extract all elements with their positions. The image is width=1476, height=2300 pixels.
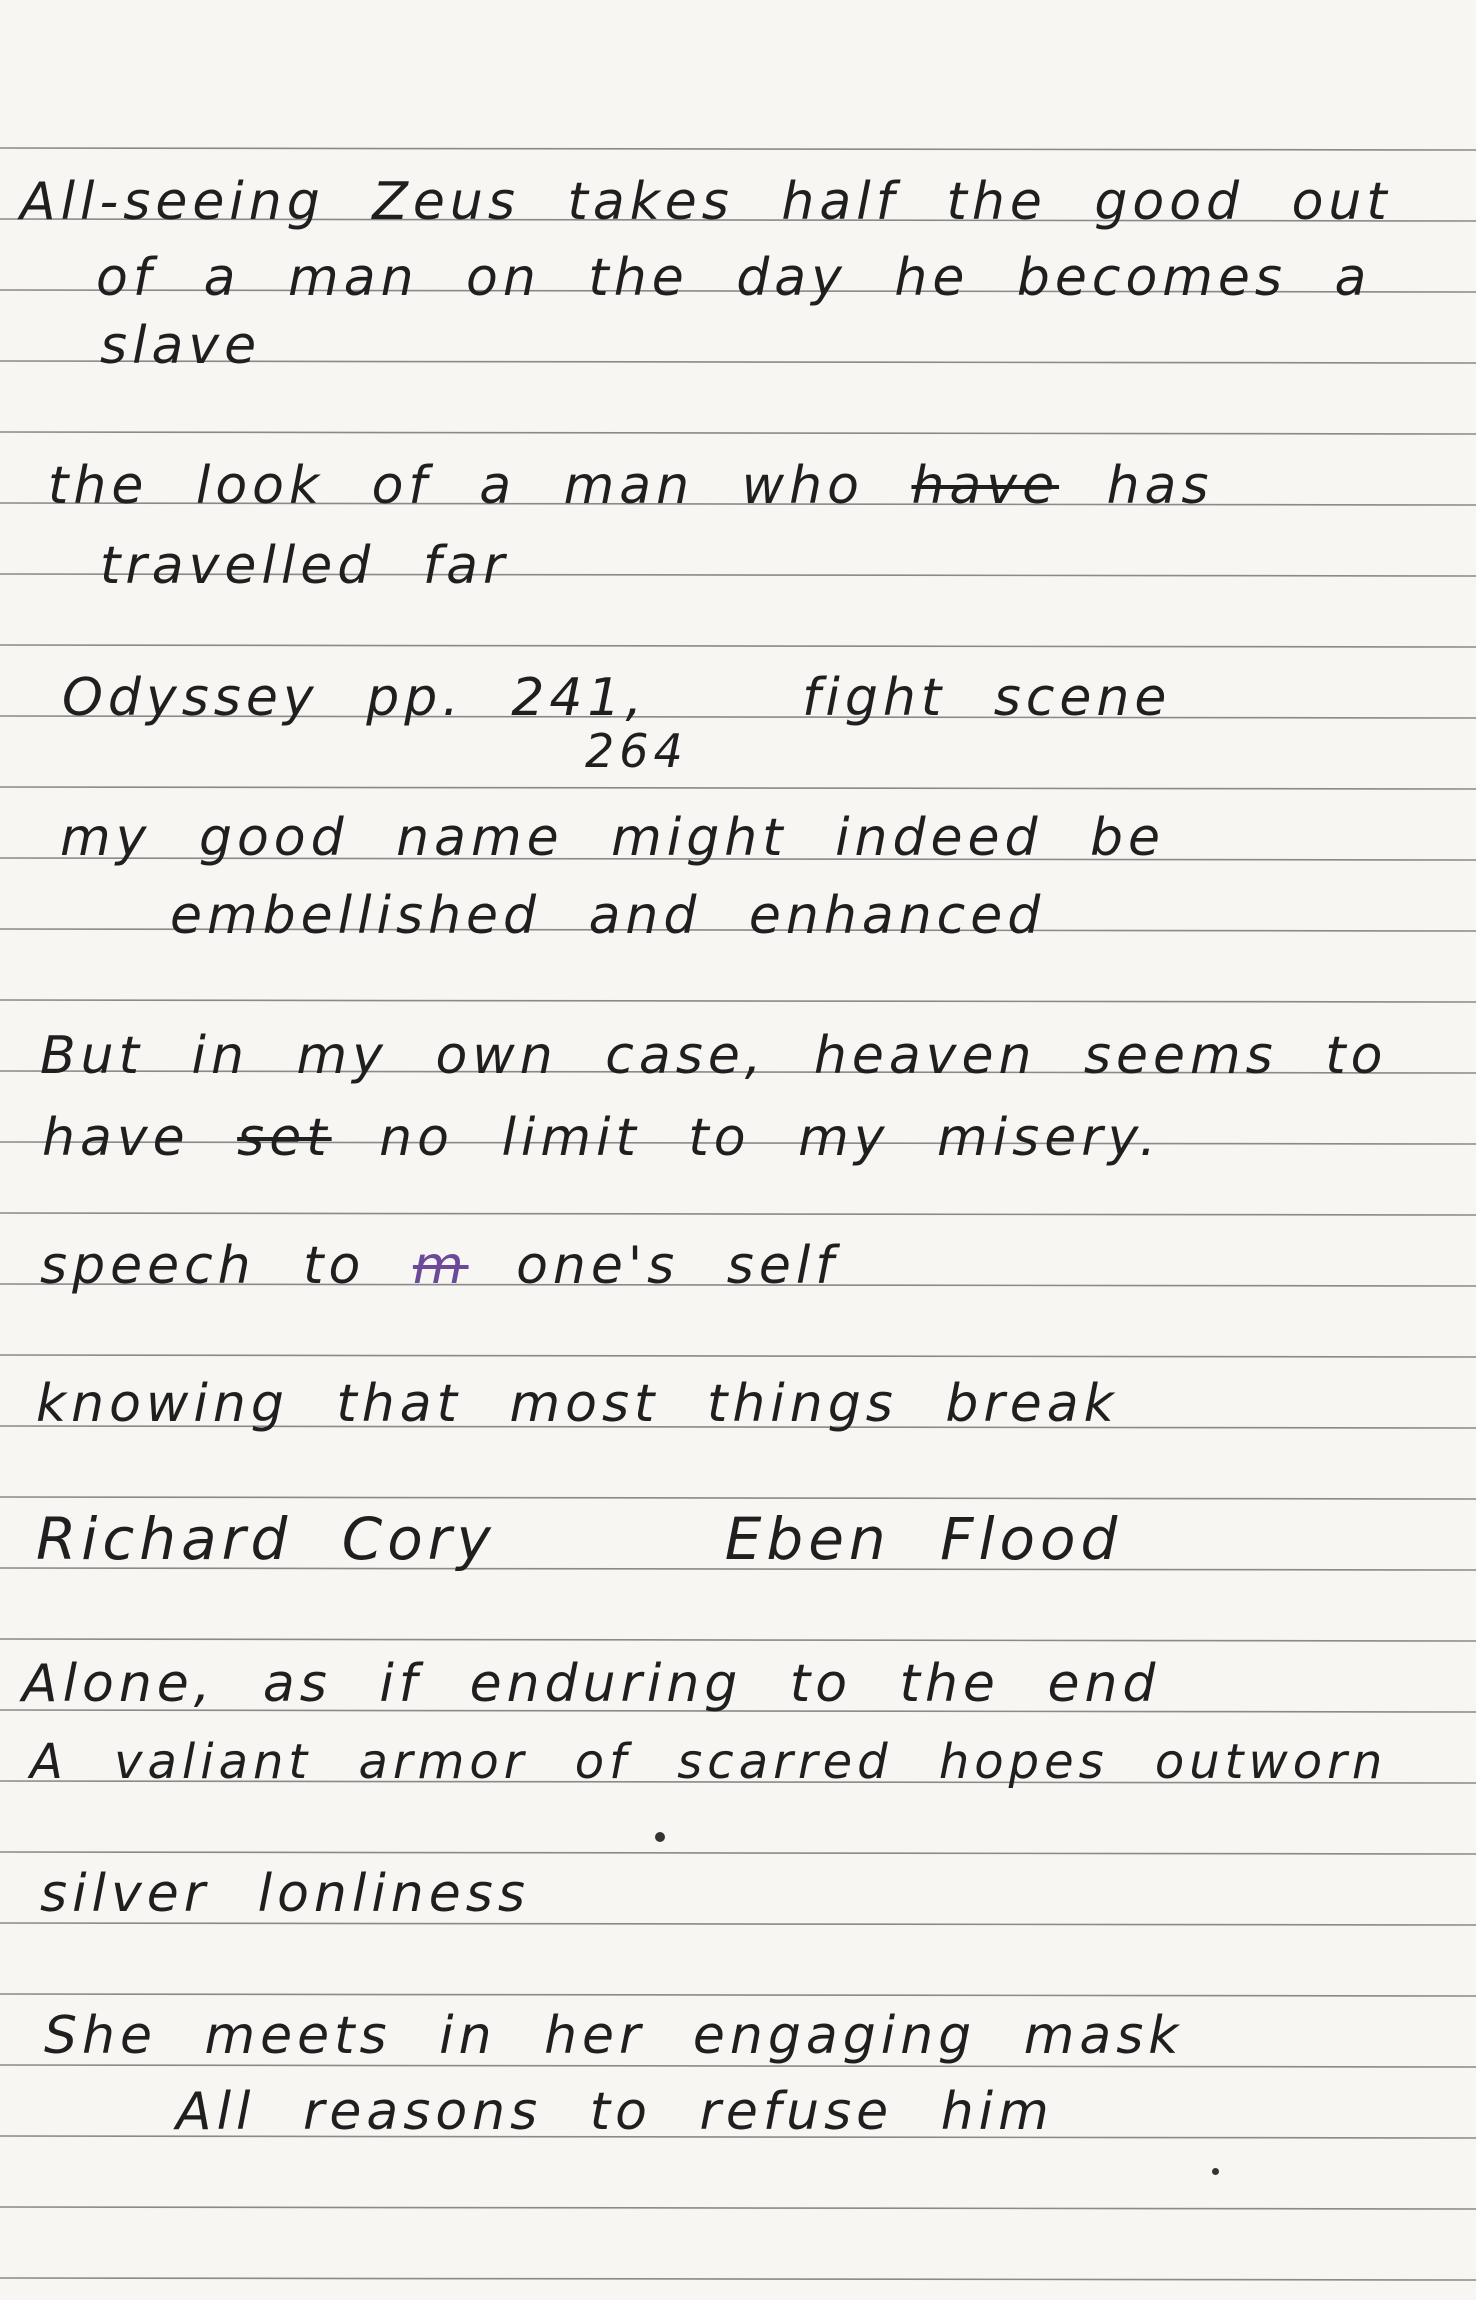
note-text: She meets in her engaging mask bbox=[44, 2006, 1184, 2066]
note-text: fight scene bbox=[802, 668, 1172, 728]
note-text: Richard Cory bbox=[36, 1505, 496, 1573]
note-line bbox=[170, 886, 1046, 946]
note-text: one's self bbox=[516, 1236, 839, 1296]
note-line bbox=[36, 1505, 1123, 1573]
ruled-line bbox=[0, 787, 1476, 789]
note-line bbox=[42, 1108, 1161, 1168]
note-line bbox=[40, 1864, 530, 1924]
ink-dot bbox=[655, 1832, 665, 1842]
note-line bbox=[22, 1654, 1161, 1714]
note-line bbox=[40, 1236, 839, 1296]
note-line bbox=[36, 1374, 1119, 1434]
crossed-out-word: m bbox=[412, 1236, 469, 1296]
note-line bbox=[585, 724, 688, 778]
note-line bbox=[48, 456, 1214, 516]
note-text: no limit to my misery. bbox=[379, 1108, 1161, 1168]
ruled-line bbox=[0, 2207, 1476, 2209]
note-line bbox=[100, 316, 262, 376]
note-line bbox=[20, 172, 1392, 232]
note-text: Alone, as if enduring to the end bbox=[22, 1654, 1161, 1714]
ruled-line bbox=[0, 1213, 1476, 1215]
ruled-line bbox=[0, 645, 1476, 647]
note-text: All reasons to refuse him bbox=[176, 2082, 1054, 2142]
note-text: travelled far bbox=[100, 536, 510, 596]
note-text: the look of a man who bbox=[48, 456, 864, 516]
note-text: embellished and enhanced bbox=[170, 886, 1046, 946]
note-text: have bbox=[42, 1108, 190, 1168]
note-line bbox=[60, 808, 1166, 868]
crossed-out-word: have bbox=[911, 456, 1060, 516]
note-line bbox=[176, 2082, 1054, 2142]
note-text: Odyssey pp. 241, bbox=[62, 668, 648, 728]
ruled-line bbox=[0, 148, 1476, 150]
note-line bbox=[40, 1026, 1388, 1086]
note-text: All-seeing Zeus takes half the good out bbox=[20, 172, 1392, 232]
note-text: silver lonliness bbox=[40, 1864, 530, 1924]
note-text: Eben Flood bbox=[724, 1505, 1123, 1573]
ruled-line bbox=[0, 1355, 1476, 1357]
ink-dot bbox=[1212, 2168, 1219, 2175]
ruled-line bbox=[0, 1852, 1476, 1854]
note-text: my good name might indeed be bbox=[60, 808, 1166, 868]
ruled-line bbox=[0, 1639, 1476, 1641]
note-text: But in my own case, heaven seems to bbox=[40, 1026, 1388, 1086]
note-line bbox=[62, 668, 1172, 728]
note-text: of a man on the day he becomes a bbox=[96, 248, 1372, 308]
ruled-line bbox=[0, 432, 1476, 434]
note-text: has bbox=[1106, 456, 1214, 516]
note-line bbox=[44, 2006, 1184, 2066]
ruled-line bbox=[0, 2278, 1476, 2280]
ruled-line bbox=[0, 1497, 1476, 1499]
note-text: knowing that most things break bbox=[36, 1374, 1119, 1434]
note-line bbox=[30, 1734, 1388, 1790]
ruled-line bbox=[0, 1000, 1476, 1002]
note-text: A valiant armor of scarred hopes outworn bbox=[30, 1734, 1388, 1790]
crossed-out-word: set bbox=[237, 1108, 332, 1168]
note-text: 264 bbox=[585, 724, 688, 778]
ruled-line bbox=[0, 1994, 1476, 1996]
note-line bbox=[100, 536, 510, 596]
note-text: slave bbox=[100, 316, 262, 376]
note-line bbox=[96, 248, 1372, 308]
note-text: speech to bbox=[40, 1236, 366, 1296]
